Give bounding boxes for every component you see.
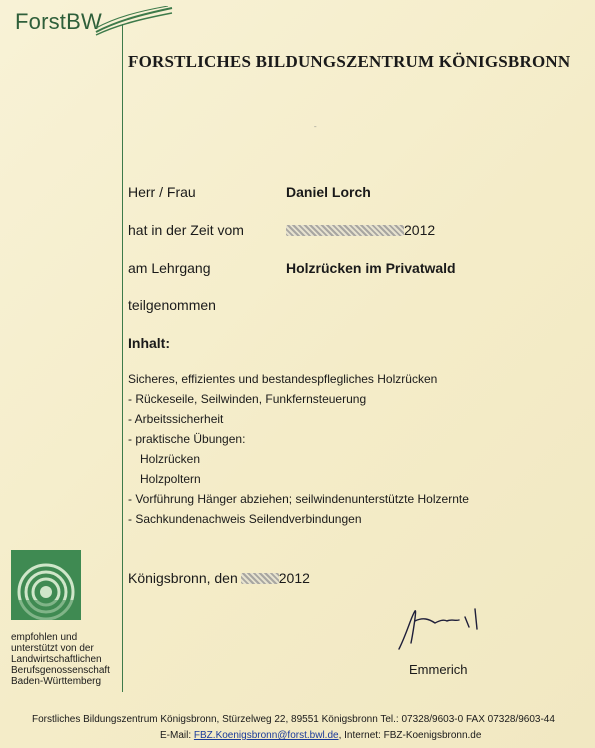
forstbw-logo-swoosh-icon [94, 6, 174, 36]
course-name: Holzrücken im Privatwald [286, 260, 456, 276]
place-prefix: Königsbronn, den [128, 570, 238, 586]
scan-mark: ˉ [314, 125, 317, 134]
place-date [128, 570, 310, 586]
footer-address: Forstliches Bildungszentrum Königsbronn, Stürzelweg 22, 89551 Königsbronn Tel.: 07328/9603-0 FAX 07328/9603-44 [32, 714, 555, 725]
contents-list [128, 369, 469, 529]
redacted-dates [286, 225, 404, 236]
list-item: - Vorführung Hänger abziehen; seilwindenunterstützte Holzernte [128, 492, 469, 506]
recommendation-text [11, 632, 123, 687]
berufsgenossenschaft-seal-icon [11, 550, 81, 620]
vertical-divider [122, 24, 123, 692]
signer-name: Emmerich [409, 662, 468, 677]
signoff-year: 2012 [278, 570, 310, 586]
list-item: - Arbeitssicherheit [128, 412, 224, 426]
redacted-date [241, 573, 279, 584]
salutation-label: Herr / Frau [128, 184, 196, 200]
list-item: - Rückeseile, Seilwinden, Funkfernsteuerung [128, 392, 367, 406]
recommendation-line: unterstützt von der [11, 643, 94, 654]
footer-contact [160, 730, 481, 741]
list-item: Holzpoltern [140, 472, 201, 486]
list-item: Holzrücken [140, 452, 201, 466]
recommendation-line: Baden-Württemberg [11, 676, 102, 687]
course-period [286, 222, 435, 238]
contents-heading: Inhalt: [128, 335, 170, 351]
period-label: hat in der Zeit vom [128, 222, 244, 238]
participated-label: teilgenommen [128, 297, 216, 313]
recommendation-line: empfohlen und [11, 632, 78, 643]
email-link[interactable]: FBZ.Koenigsbronn@forst.bwl.de [193, 730, 339, 741]
period-year: 2012 [404, 222, 436, 238]
list-item: - Sachkundenachweis Seilendverbindungen [128, 512, 362, 526]
forstbw-logo-text: ForstBW [15, 9, 102, 34]
signature-image [395, 603, 490, 653]
list-item: - praktische Übungen: [128, 432, 246, 446]
recommendation-line: Landwirtschaftlichen [11, 654, 102, 665]
course-label: am Lehrgang [128, 260, 211, 276]
organization-title: FORSTLICHES BILDUNGSZENTRUM KÖNIGSBRONN [128, 52, 571, 71]
participant-name: Daniel Lorch [286, 184, 371, 200]
recommendation-line: Berufsgenossenschaft [11, 665, 110, 676]
internet-text: , Internet: FBZ-Koenigsbronn.de [338, 730, 482, 741]
email-label: E-Mail: [160, 730, 192, 741]
list-item: Sicheres, effizientes und bestandespflegliches Holzrücken [128, 372, 438, 386]
